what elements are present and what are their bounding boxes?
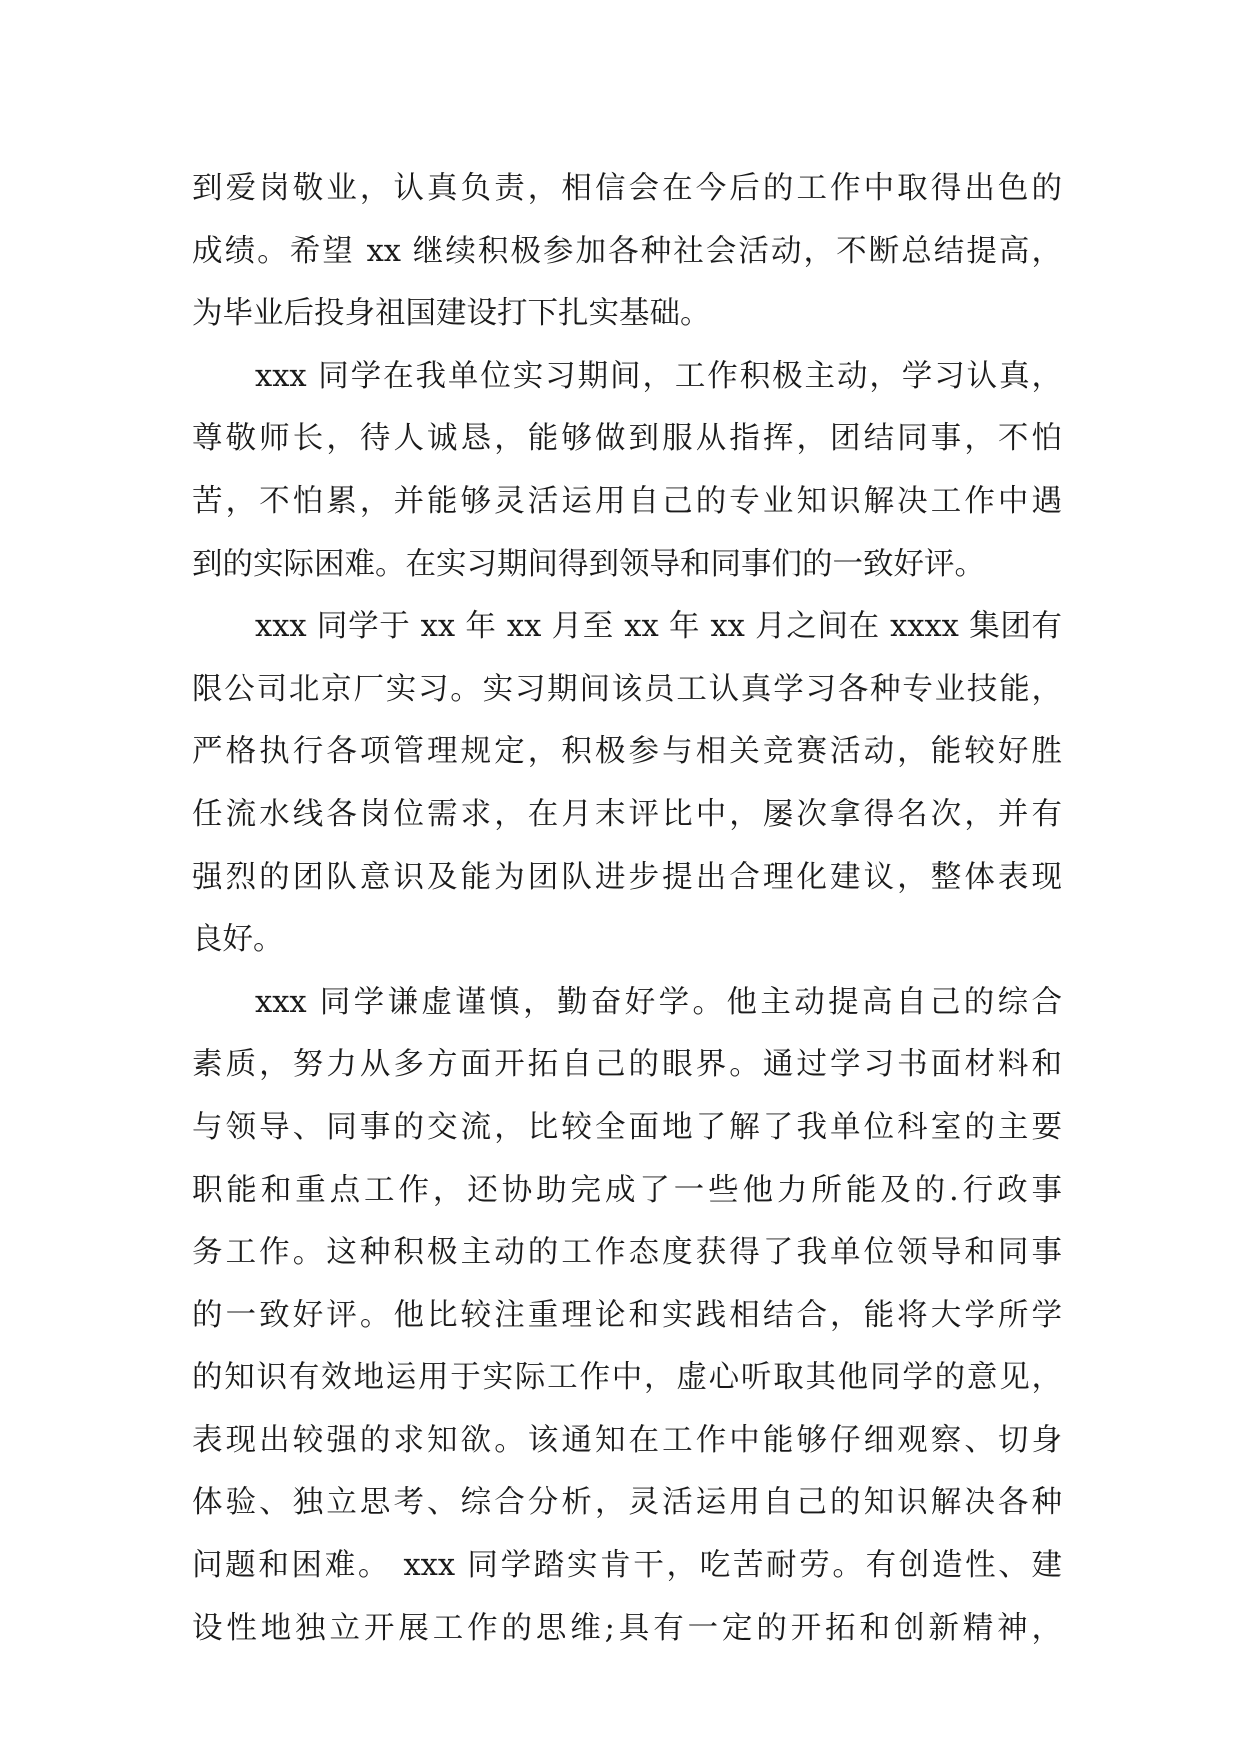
text-line: 设性地独立开展工作的思维;具有一定的开拓和创新精神，: [192, 1610, 1062, 1646]
text-line: xxx 同学在我单位实习期间，工作积极主动，学习认真，: [255, 358, 1062, 394]
document-body: [192, 158, 1062, 1660]
text-line: 素质，努力从多方面开拓自己的眼界。通过学习书面材料和: [192, 1047, 1062, 1083]
text-line: 任流水线各岗位需求，在月末评比中，屡次拿得名次，并有: [192, 796, 1062, 832]
text-line: 体验、独立思考、综合分析，灵活运用自己的知识解决各种: [192, 1485, 1062, 1521]
text-line: xxx 同学谦虚谨慎，勤奋好学。他主动提高自己的综合: [255, 984, 1062, 1020]
text-line: 问题和困难。 xxx 同学踏实肯干，吃苦耐劳。有创造性、建: [192, 1548, 1062, 1584]
paragraph: [192, 972, 1062, 1661]
text-line: xxx 同学于 xx 年 xx 月至 xx 年 xx 月之间在 xxxx 集团有: [255, 609, 1062, 645]
text-line: 与领导、同事的交流，比较全面地了解了我单位科室的主要: [192, 1109, 1062, 1145]
text-line: 的知识有效地运用于实际工作中，虚心听取其他同学的意见，: [192, 1360, 1062, 1396]
text-line: 到爱岗敬业，认真负责，相信会在今后的工作中取得出色的: [192, 171, 1062, 206]
text-line: 务工作。这种积极主动的工作态度获得了我单位领导和同事: [192, 1235, 1062, 1271]
text-line: 限公司北京厂实习。实习期间该员工认真学习各种专业技能，: [192, 671, 1062, 707]
text-line: 强烈的团队意识及能为团队进步提出合理化建议，整体表现: [192, 859, 1062, 895]
paragraph: [192, 158, 1062, 346]
text-line: 尊敬师长，待人诚恳，能够做到服从指挥，团结同事，不怕: [192, 421, 1062, 457]
text-line: 的一致好评。他比较注重理论和实践相结合，能将大学所学: [192, 1297, 1062, 1333]
text-line: 到的实际困难。在实习期间得到领导和同事们的一致好评。: [192, 546, 985, 582]
paragraph: [192, 596, 1062, 972]
text-line: 严格执行各项管理规定，积极参与相关竞赛活动，能较好胜: [192, 734, 1062, 770]
text-line: 良好。: [192, 922, 284, 958]
text-line: 为毕业后投身祖国建设打下扎实基础。: [192, 296, 711, 332]
text-line: 表现出较强的求知欲。该通知在工作中能够仔细观察、切身: [192, 1422, 1062, 1458]
text-line: 成绩。希望 xx 继续积极参加各种社会活动，不断总结提高，: [192, 233, 1062, 269]
text-line: 职能和重点工作，还协助完成了一些他力所能及的.行政事: [192, 1172, 1062, 1208]
text-line: 苦，不怕累，并能够灵活运用自己的专业知识解决工作中遇: [192, 483, 1062, 519]
paragraph: [192, 346, 1062, 596]
